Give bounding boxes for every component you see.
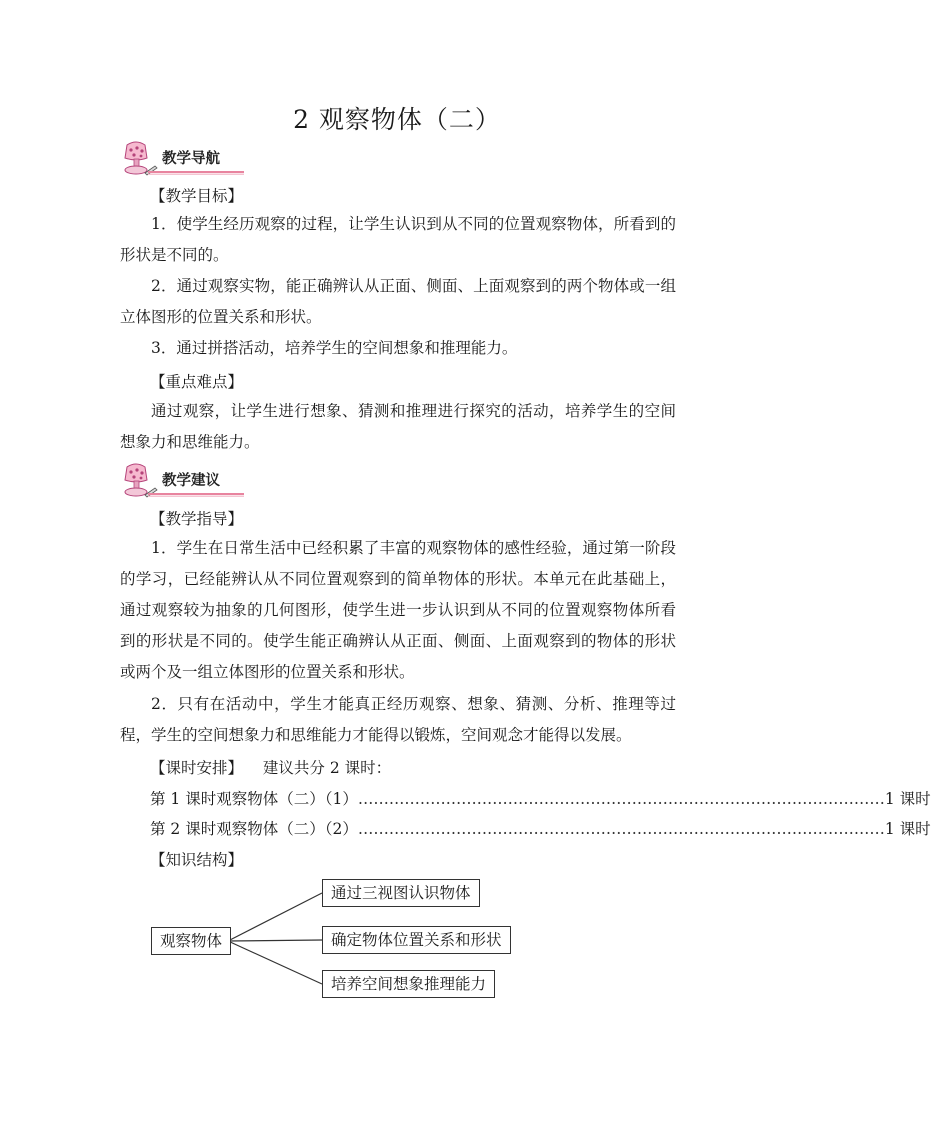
lesson-hours: 1 课时 [884, 790, 931, 808]
key-points-text: 通过观察，让学生进行想象、猜测和推理进行探究的活动，培养学生的空间想象力和思维能力。 [120, 402, 676, 451]
goal-1: 1．使学生经历观察的过程，让学生认识到从不同的位置观察物体，所看到的形状是不同的。 [120, 215, 676, 264]
connector-line [228, 940, 322, 941]
schedule-heading: 【课时安排】 [150, 759, 244, 777]
goal-3: 3．通过拼搭活动，培养学生的空间想象和推理能力。 [151, 339, 518, 357]
section-badge-label: 教学建议 [162, 473, 220, 489]
structure-root-node: 观察物体 [151, 927, 231, 955]
lesson-hours: 1 课时 [884, 820, 931, 838]
structure-branch-node: 确定物体位置关系和形状 [322, 926, 511, 954]
key-points-heading: 【重点难点】 [150, 373, 244, 391]
goals-heading: 【教学目标】 [150, 187, 244, 205]
guidance-2: 2．只有在活动中，学生才能真正经历观察、想象、猜测、分析、推理等过程，学生的空间想象力和思维能力才能得以锻炼，空间观念才能得以发展。 [120, 695, 676, 744]
structure-heading: 【知识结构】 [150, 851, 244, 869]
structure-branch-node: 通过三视图认识物体 [322, 879, 480, 907]
goal-2: 2．通过观察实物，能正确辨认从正面、侧面、上面观察到的两个物体或一组立体图形的位置关系和形状。 [120, 277, 676, 326]
lesson-name: 第 1 课时观察物体（二）（1） [150, 790, 358, 808]
lesson-dots: ………………………………………………………………………………………… [357, 790, 885, 808]
connector-line [228, 941, 322, 984]
schedule-text: 建议共分 2 课时： [262, 759, 392, 777]
connector-line [228, 893, 322, 941]
page-title: 2 观察物体（二） [293, 105, 501, 134]
section-badge-label: 教学导航 [162, 151, 220, 167]
guidance-1: 1．学生在日常生活中已经积累了丰富的观察物体的感性经验，通过第一阶段的学习，已经能辨认从不同位置观察到的简单物体的形状。本单元在此基础上，通过观察较为抽象的几何图形，使学生进一步认识到从不同的位置观察物体所看到的形状是不同的。使学生能正确辨认从正面、侧面、上面观察到的物体的形状或两个及一组立体图形的位置关系和形状。 [120, 539, 676, 681]
guidance-heading: 【教学指导】 [150, 510, 244, 528]
lesson-dots: ………………………………………………………………………………………… [357, 820, 885, 838]
lesson-name: 第 2 课时观察物体（二）（2） [150, 820, 358, 838]
structure-branch-node: 培养空间想象推理能力 [322, 970, 495, 998]
